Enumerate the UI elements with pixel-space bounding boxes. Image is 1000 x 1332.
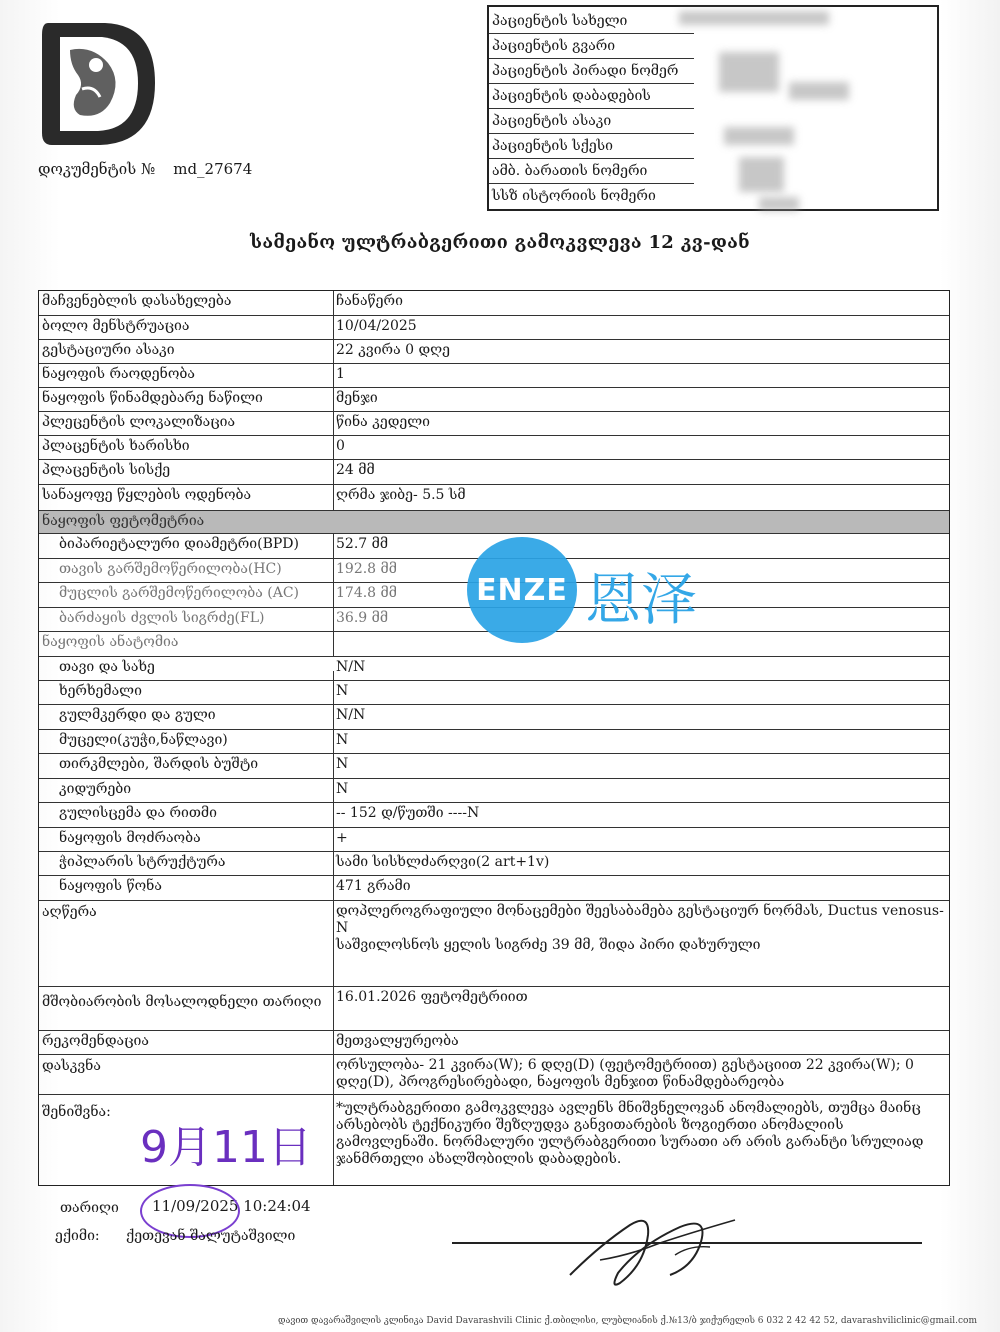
redaction-blur: [724, 127, 794, 145]
redaction-blur: [789, 82, 849, 100]
row-value: 52.7 მმ: [336, 536, 389, 552]
patient-field-age: პაციენტის ასაკი: [489, 109, 694, 134]
row-label: ბიპარიეტალური დიამეტრი(BPD): [59, 536, 299, 552]
table-row: [39, 657, 949, 681]
document-number: [38, 160, 252, 178]
doctor-label: ექიმი:: [55, 1228, 100, 1244]
recommendation-row: [39, 1031, 949, 1055]
table-row: [39, 828, 949, 852]
table-row: [39, 364, 949, 388]
row-value: 174.8 მმ: [336, 585, 397, 601]
due-date-row: [39, 987, 949, 1031]
row-label: პლაცენტის სისქე: [42, 462, 171, 478]
row-value: ღრმა ჯიბე- 5.5 სმ: [336, 487, 466, 503]
clinic-logo: [30, 15, 160, 150]
row-value: 24 მმ: [336, 462, 375, 478]
row-value: N: [336, 781, 349, 797]
row-label: მუცლის გარშემოწერილობა (AC): [59, 585, 300, 601]
row-value: მენჯი: [336, 390, 378, 406]
patient-field-name: პაციენტის სახელი: [489, 9, 694, 34]
row-value: მეთვალყურეობა: [336, 1033, 459, 1049]
table-row: [39, 754, 949, 779]
document-number-label: დოკუმენტის №: [38, 160, 156, 178]
signature: [560, 1205, 760, 1295]
row-value: N: [336, 756, 349, 772]
row-label: მუცელი(კუჭი,ნაწლავი): [59, 732, 228, 748]
date-value: 11/09/2025 10:24:04: [152, 1197, 311, 1215]
description-text: დოპლეროგრაფიული მონაცემები შეესაბამება გესტაციურ ნორმას, Ductus venosus-N: [336, 903, 944, 936]
table-row: [39, 730, 949, 754]
header-label: მაჩვენებლის დასახელება: [42, 293, 232, 309]
row-label: ხერხემალი: [59, 683, 142, 699]
row-value: N: [336, 683, 349, 699]
handwritten-date: 9月11日: [140, 1122, 312, 1173]
redaction-blur: [679, 11, 829, 25]
row-value: 22 კვირა 0 დღე: [336, 342, 450, 358]
table-row: [39, 803, 949, 828]
row-label: თირკმლები, შარდის ბუშტი: [59, 756, 259, 772]
row-label: აღწერა: [42, 904, 97, 920]
row-value: 10/04/2025: [336, 318, 417, 334]
patient-field-surname: პაციენტის გვარი: [489, 34, 694, 59]
row-value: N/N: [336, 707, 366, 723]
description-text-2: საშვილოსნოს ყელის სიგრძე 39 მმ, შიდა პირი დახურული: [336, 937, 761, 953]
watermark-text: 恩泽: [585, 568, 697, 633]
row-value: 36.9 მმ: [336, 610, 389, 626]
page-title: სამეანო ულტრაბგერითი გამოკვლევა 12 კვ-დან: [250, 232, 750, 253]
row-value: სამი სისხლძარღვი(2 art+1v): [336, 854, 550, 870]
row-value: ორსულობა- 21 კვირა(W); 6 დღე(D) (ფეტომეტრიით) გესტაციით 22 კვირა(W); 0 დღე(D), პროგრესირებადი, ნაყოფის მენჯით წინამდებარეობა: [336, 1057, 914, 1090]
patient-field-history: სსზ ისტორიის ნომერი: [492, 188, 656, 204]
table-row: [39, 485, 949, 511]
patient-field-id: პაციენტის პირადი ნომერ: [489, 59, 694, 84]
row-label: გულმკერდი და გული: [59, 707, 216, 723]
header-value: ჩანაწერი: [336, 293, 403, 309]
date-label: თარიღი: [60, 1200, 119, 1216]
row-value: *ულტრაბგერითი გამოკვლევა ავლენს მნიშვნელოვან ანომალიებს, თუმცა მაინც არსებობს ტექნიკური შეზღუდვა განვითარების ზოგიერთი ანომალიის გამოვლენაში. ნორმალური ულტრაბგერითი სურათი არ არის გარანტი სრულიად ჯანმრთელი ახალშობილის დაბადების.: [336, 1100, 924, 1167]
row-label: ბოლო მენსტრუაცია: [42, 318, 190, 334]
row-value: [336, 903, 946, 954]
row-label: რეკომენდაცია: [42, 1033, 149, 1049]
patient-field-amb-card: ამბ. ბარათის ნომერი: [489, 159, 694, 184]
row-label: დასკვნა: [42, 1058, 101, 1074]
table-row: [39, 681, 949, 705]
row-value: -- 152 დ/წუთში ----N: [336, 805, 480, 821]
row-value: N/N: [336, 659, 366, 675]
row-label: სანაყოფე წყლების ოდენობა: [42, 487, 252, 503]
table-row: [39, 779, 949, 803]
clinic-address: დავით დავარაშვილის კლინიკა David Davarashvili Clinic ქ.თბილისი, ლუბლიანის ქ.№13/ბ ჯიქურელის 6 032 2 42 42 52, davarashviliclinic@gmail.com: [278, 1316, 977, 1326]
redaction-blur: [719, 52, 779, 92]
table-row: [39, 876, 949, 901]
row-value: 16.01.2026 ფეტომეტრიით: [336, 989, 528, 1005]
patient-field-birth: პაციენტის დაბადების: [489, 84, 694, 109]
table-header-row: [39, 291, 949, 316]
row-value: 0: [336, 438, 345, 454]
row-label: ნაყოფის წინამდებარე ნაწილი: [42, 390, 263, 406]
row-label: ბარძაყის ძვლის სიგრძე(FL): [59, 610, 265, 626]
row-label: ნაყოფის რაოდენობა: [42, 366, 195, 382]
row-label: ნაყოფის წონა: [59, 878, 162, 894]
table-row: [39, 340, 949, 364]
doctor-name: ქეთევან შალუტაშვილი: [126, 1228, 296, 1244]
row-label: ნაყოფის მოძრაობა: [59, 830, 201, 846]
row-value: +: [336, 830, 348, 846]
redaction-blur: [759, 197, 799, 211]
patient-field-sex: პაციენტის სქესი: [489, 134, 694, 159]
table-row: [39, 705, 949, 730]
description-row: [39, 901, 949, 987]
table-row: [39, 388, 949, 412]
table-row: [39, 412, 949, 436]
section-fetometry: [39, 511, 949, 534]
row-label: კიდურები: [59, 781, 132, 797]
row-label: პლეცენტის ლოკალიზაცია: [42, 414, 236, 430]
row-label: თავი და სახე: [59, 659, 155, 675]
row-value: წინა კედელი: [336, 414, 430, 430]
row-value: 192.8 მმ: [336, 561, 397, 577]
row-value: 1: [336, 366, 345, 382]
redaction-blur: [739, 157, 784, 192]
watermark-circle-text: ENZE: [476, 572, 568, 608]
conclusion-row: [39, 1055, 949, 1095]
row-label: პლაცენტის ხარისხი: [42, 438, 190, 454]
row-label: მშობიარობის მოსალოდნელი თარიღი: [42, 994, 322, 1010]
table-row: [39, 316, 949, 340]
row-value: N: [336, 732, 349, 748]
row-label: გესტაციური ასაკი: [42, 342, 175, 358]
row-label: ჭიპლარის სტრუქტურა: [59, 854, 226, 870]
table-row: [39, 852, 949, 876]
section-title: ნაყოფის ანატომია: [42, 634, 179, 650]
document-number-value: md_27674: [173, 160, 253, 178]
row-value: 471 გრამი: [336, 878, 411, 894]
row-label: შენიშვნა:: [42, 1104, 111, 1120]
table-row: [39, 460, 949, 485]
patient-info-box: [487, 5, 939, 211]
results-table: [38, 290, 950, 1186]
section-title: ნაყოფის ფეტომეტრია: [42, 513, 205, 529]
table-row: [39, 436, 949, 460]
row-label: თავის გარშემოწერილობა(HC): [59, 561, 282, 577]
row-label: გულისცემა და რითმი: [59, 805, 217, 821]
watermark-circle: [467, 537, 577, 643]
